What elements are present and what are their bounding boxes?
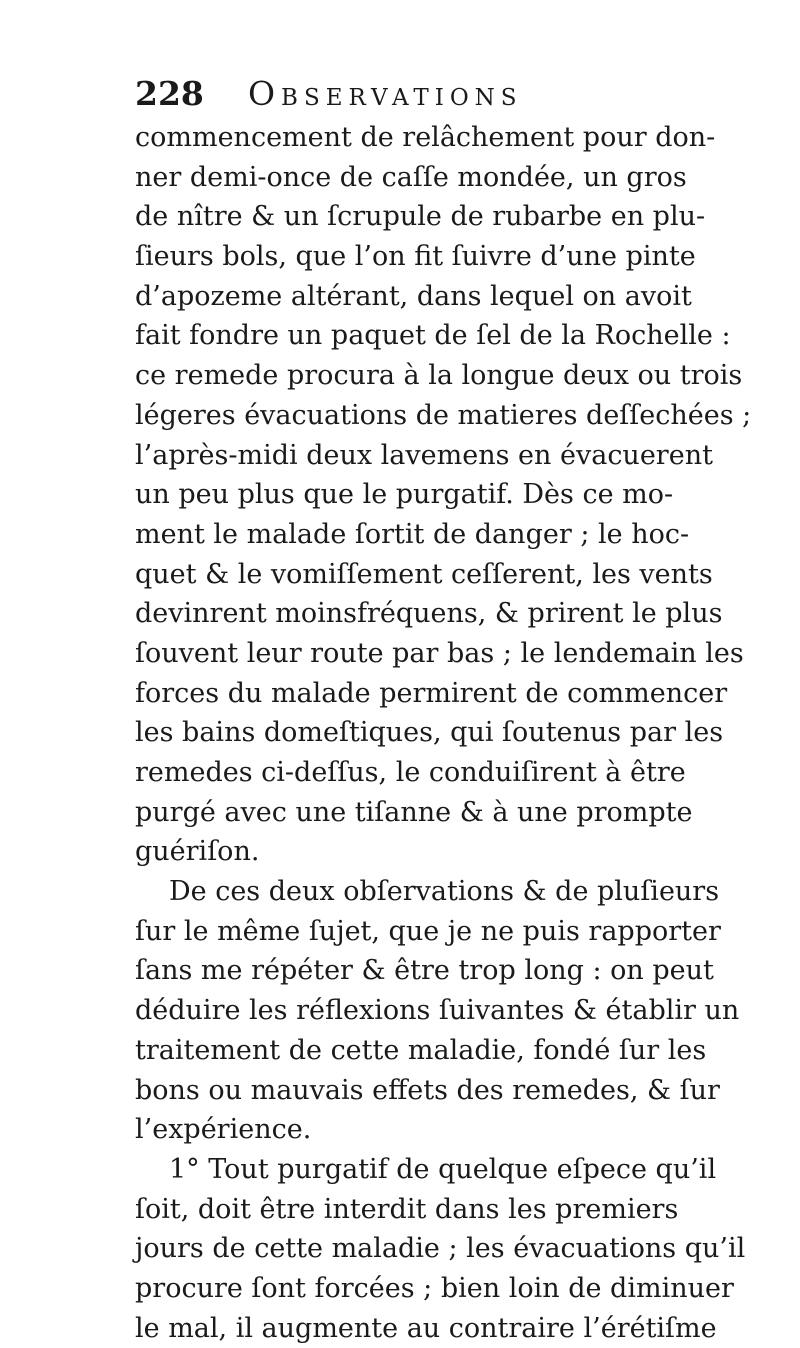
text-line: purgé avec une tiſanne & à une prompte [135,796,693,828]
text-line: ſieurs bols, que l’on fit ſuivre d’une pinte [135,241,696,273]
text-line: le mal, il augmente au contraire l’érétiſme [135,1312,717,1344]
text-line: d’apozeme altérant, dans lequel on avoit [135,280,692,312]
text-line: légeres évacuations de matieres deſſechées ; [135,399,752,431]
text-line: ſur le même ſujet, que je ne puis rapporter [135,915,721,947]
body-text [135,118,752,1348]
text-line: devinrent moinsfréquens, & prirent le plus [135,598,723,630]
text-line: jours de cette maladie ; les évacuations qu’il [135,1233,746,1265]
text-line: 1° Tout purgatif de quelque eſpece qu’il [169,1153,717,1185]
text-line: un peu plus que le purgatif. Dès ce mo- [135,479,674,511]
paragraph [135,1150,746,1348]
running-head: Observations [248,74,523,113]
text-line: l’expérience. [135,1114,312,1146]
text-line: déduire les réflexions ſuivantes & établir un [135,995,740,1027]
text-line: de nître & un ſcrupule de rubarbe en plu- [135,201,706,233]
page-header [135,72,565,116]
text-line: ner demi-once de caſſe mondée, un gros [135,161,687,193]
text-line: remedes ci-deſſus, le conduiſirent à être [135,757,686,788]
text-line: ment le malade ſortit de danger ; le hoc- [135,518,690,550]
text-line: procure ſont forcées ; bien loin de diminuer [135,1272,734,1304]
text-line: De ces deux obſervations & de pluſieurs [169,876,720,908]
text-line: traitement de cette maladie, fondé ſur les [135,1034,707,1066]
text-line: guériſon. [135,836,260,868]
text-line: quet & le vomiſſement ceſſerent, les vents [135,558,713,590]
text-line: bons ou mauvais effets des remedes, & ſur [135,1074,720,1106]
text-line: l’après-midi deux lavemens en évacuerent [135,439,713,471]
text-line: forces du malade permirent de commencer [135,677,728,709]
text-line: commencement de relâchement pour don- [135,122,716,153]
text-line: ce remede procura à la longue deux ou trois [135,360,743,392]
text-line: ſans me répéter & être trop long : on peut [135,955,714,987]
text-line: les bains domeſtiques, qui ſoutenus par les [135,717,724,749]
paragraph [135,118,752,872]
text-line: ſoit, doit être interdit dans les premiers [135,1193,679,1225]
paragraph [135,872,740,1150]
text-line: fait fondre un paquet de ſel de la Rochelle : [135,320,731,352]
page-number: 228 [135,74,204,113]
text-line: ſouvent leur route par bas ; le lendemain les [135,637,744,669]
